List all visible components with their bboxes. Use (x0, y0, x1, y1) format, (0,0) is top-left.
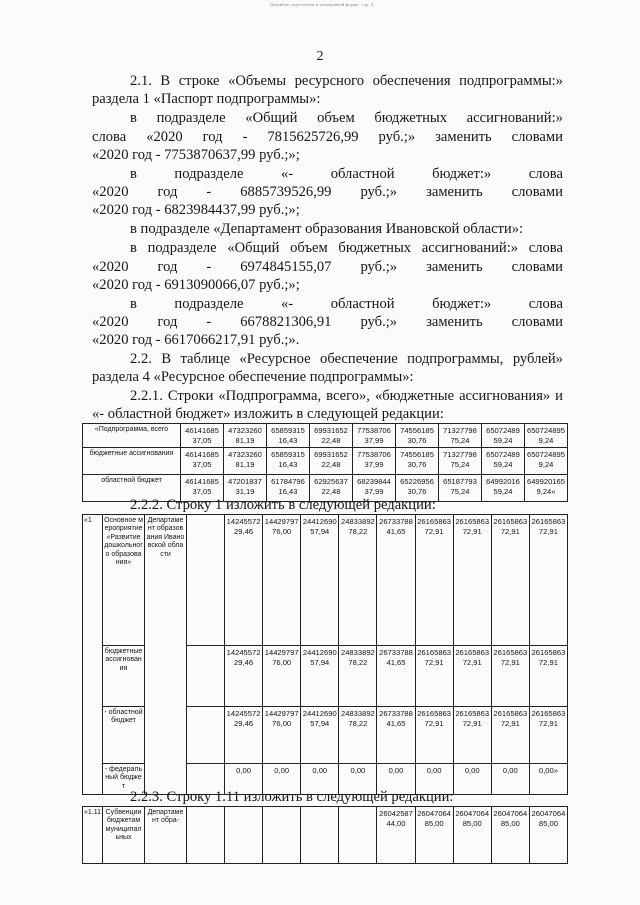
word: «2020 (92, 184, 129, 200)
word: заменить (426, 184, 483, 200)
word: бюджетных (374, 110, 448, 126)
paragraph-line (130, 295, 563, 313)
amount-cell: 24833892 78,22 (339, 515, 377, 646)
word: бюджет:» (432, 296, 492, 312)
amount-cell: 0,00 (491, 764, 529, 795)
empty-cell (187, 707, 225, 764)
amount-cell: 64992016 59,24 (482, 475, 525, 502)
amount-cell: 74556185 30,76 (396, 448, 439, 475)
row-label: бюджетные ассигнования (83, 448, 181, 475)
word: областной (330, 296, 395, 312)
word: «Ресурсное (239, 351, 311, 367)
amount-cell (225, 807, 263, 864)
table-row (83, 807, 568, 864)
paragraph-line (130, 109, 563, 127)
amount-cell: 65072489 59,24 (482, 448, 525, 475)
word: всего», (326, 388, 370, 404)
amount-cell: 14429797 76,00 (263, 707, 301, 764)
word: 7815625726,99 (267, 129, 359, 145)
amount-cell: 61784796 16,43 (267, 475, 310, 502)
amount-cell: 14245572 29,46 (225, 646, 263, 707)
word: руб.;» (360, 314, 398, 330)
word: слова (528, 240, 563, 256)
amount-cell: 650724895 9,24 (525, 424, 568, 448)
paragraph-line (130, 350, 563, 368)
paragraph-line (92, 313, 563, 331)
amount-cell: 14429797 76,00 (263, 646, 301, 707)
table-row (83, 515, 568, 646)
word: бюджетных (338, 240, 412, 256)
paragraph-line: в подразделе «Департамент образования Ивановской области»: (130, 221, 524, 237)
word: подразделе (147, 240, 217, 256)
amount-cell: 77538706 37,99 (353, 424, 396, 448)
amount-cell: 69931652 22,48 (310, 424, 353, 448)
row-label: - федеральный бюджет (103, 764, 145, 795)
word: ассигнования» (459, 388, 551, 404)
paragraph-line (92, 183, 563, 201)
word: заменить (426, 314, 483, 330)
word: в (130, 110, 137, 126)
word: в (130, 166, 137, 182)
amount-cell: 24412690 57,94 (301, 515, 339, 646)
paragraph-line: «2020 год - 6617066217,91 руб.;». (92, 332, 300, 348)
amount-cell: 26165863 72,91 (415, 515, 453, 646)
amount-cell: 14245572 29,46 (225, 707, 263, 764)
word: «2020 (92, 259, 129, 275)
word: рублей» (512, 351, 563, 367)
amount-cell: 26165863 72,91 (491, 707, 529, 764)
row-label: «Подпрограмма, всего (83, 424, 181, 448)
row-label: областной бюджет (83, 475, 181, 502)
paragraph-line (130, 72, 563, 90)
amount-cell: 0,00 (225, 764, 263, 795)
word: словами (511, 184, 563, 200)
word: - (242, 129, 248, 145)
amount-cell: 46141685 37,05 (181, 448, 224, 475)
row-label: бюджетные ассигнования (103, 646, 145, 707)
paragraph-line (130, 387, 563, 405)
word: в (130, 240, 137, 256)
word: объем (290, 240, 328, 256)
word: «бюджетные (374, 388, 455, 404)
amount-cell: 26733788 41,65 (377, 515, 415, 646)
word: подразделе (174, 296, 244, 312)
word: год (202, 129, 223, 145)
amount-cell: 26047064 85,00 (415, 807, 453, 864)
amount-cell: 47323260 81,19 (224, 448, 267, 475)
amount-cell: 65859315 16,43 (267, 424, 310, 448)
amount-cell: 65187793 75,24 (439, 475, 482, 502)
amount-cell: 69931652 22,48 (310, 448, 353, 475)
word: «Объемы (228, 73, 287, 89)
row-executor: Департамент образования Ивановской области (145, 515, 187, 795)
page-number: 2 (316, 49, 324, 64)
amount-cell: 26165863 72,91 (491, 515, 529, 646)
amount-cell: 0,00 (263, 764, 301, 795)
amount-cell: 65072489 59,24 (482, 424, 525, 448)
word: подпрограммы:» (459, 73, 563, 89)
word: ассигнований:» (466, 110, 563, 126)
word: в (130, 296, 137, 312)
paragraph-line (92, 128, 563, 146)
paragraph-line (130, 239, 563, 257)
amount-cell: 24412690 57,94 (301, 646, 339, 707)
row-label: - областной бюджет (103, 707, 145, 764)
word: заменить (426, 259, 483, 275)
amount-cell: 0,00 (339, 764, 377, 795)
amount-cell: 0,00 (377, 764, 415, 795)
word: «Подпрограмма, (218, 388, 322, 404)
amount-cell: 74556185 30,76 (396, 424, 439, 448)
amount-cell: 24833892 78,22 (339, 707, 377, 764)
paragraph-line: «2020 год - 7753870637,99 руб.;»; (92, 147, 300, 163)
amount-cell (339, 807, 377, 864)
word: «Общий (245, 110, 298, 126)
word: «2020 (146, 129, 183, 145)
row-executor: Департамент обра- (145, 807, 187, 864)
word: 6678821306,91 (240, 314, 332, 330)
word: 2.2.1. (130, 388, 163, 404)
word: руб.;» (360, 259, 398, 275)
paragraph-line: «2020 год - 6913090066,07 руб.;»; (92, 277, 300, 293)
section-heading: 2.2.2. Строку 1 изложить в следующей редакции: (130, 497, 436, 513)
amount-cell: 26165863 72,91 (491, 646, 529, 707)
empty-cell (187, 646, 225, 707)
word: ассигнований:» (421, 240, 519, 256)
word: «- (281, 296, 294, 312)
amount-cell: 26165863 72,91 (415, 646, 453, 707)
word: - (206, 314, 212, 330)
row-name: Субвенции бюджетам муниципальных (103, 807, 145, 864)
word: - (206, 184, 212, 200)
word: ресурсного (294, 73, 365, 89)
budget-table-row-1-11 (82, 806, 568, 864)
amount-cell: 62925637 22,48 (310, 475, 353, 502)
word: обеспечение (320, 351, 398, 367)
word: подразделе (156, 110, 226, 126)
amount-cell: 0,00» (529, 764, 567, 795)
amount-cell: 65859315 16,43 (267, 448, 310, 475)
word: слова (528, 296, 563, 312)
amount-cell: 65226956 30,76 (396, 475, 439, 502)
document-stamp: Документ подготовлен в электронной форме · стр. 2 (270, 2, 374, 7)
word: обеспечения (372, 73, 451, 89)
word: 2.1. (130, 73, 152, 89)
word: словами (511, 259, 563, 275)
word: год (157, 314, 178, 330)
amount-cell (301, 807, 339, 864)
amount-cell: 46141685 37,05 (181, 475, 224, 502)
word: и (555, 388, 563, 404)
word: - (206, 259, 212, 275)
word: слова (92, 129, 127, 145)
paragraph-line: раздела 1 «Паспорт подпрограммы»: (92, 91, 321, 107)
amount-cell: 26042587 44,00 (377, 807, 415, 864)
amount-cell: 26047064 85,00 (453, 807, 491, 864)
amount-cell: 0,00 (415, 764, 453, 795)
amount-cell: 24412690 57,94 (301, 707, 339, 764)
row-number: «1.11 (83, 807, 103, 864)
amount-cell: 71327798 75,24 (439, 448, 482, 475)
paragraph-line: «- областной бюджет» изложить в следующей редакции: (92, 406, 444, 422)
amount-cell: 77538706 37,99 (353, 448, 396, 475)
amount-cell: 68239844 37,99 (353, 475, 396, 502)
amount-cell: 26165863 72,91 (453, 646, 491, 707)
amount-cell: 47323260 81,19 (224, 424, 267, 448)
amount-cell: 26165863 72,91 (415, 707, 453, 764)
section-heading: 2.2.3. Строку 1.11 изложить в следующей редакции: (130, 789, 454, 805)
amount-cell: 14245572 29,46 (225, 515, 263, 646)
paragraph-line (92, 258, 563, 276)
word: таблице (180, 351, 230, 367)
word: руб.;» (360, 184, 398, 200)
amount-cell: 26733788 41,65 (377, 646, 415, 707)
budget-table-subprogram (82, 423, 568, 502)
row-name: Основное мероприятие «Развитие дошкольного образования» (103, 515, 145, 646)
word: слова (528, 166, 563, 182)
amount-cell: 26047064 85,00 (491, 807, 529, 864)
word: подразделе (174, 166, 244, 182)
amount-cell: 24833892 78,22 (339, 646, 377, 707)
paragraph-line (130, 165, 563, 183)
word: год (157, 184, 178, 200)
amount-cell: 650724895 9,24 (525, 448, 568, 475)
word: заменить (435, 129, 492, 145)
amount-cell: 26165863 72,91 (529, 707, 567, 764)
empty-cell (187, 515, 225, 646)
word: словами (511, 314, 563, 330)
word: областной (330, 166, 395, 182)
paragraph-line: «2020 год - 6823984437,99 руб.;»; (92, 202, 300, 218)
amount-cell: 46141685 37,05 (181, 424, 224, 448)
amount-cell: 14429797 76,00 (263, 515, 301, 646)
word: подпрограммы, (407, 351, 504, 367)
word: год (157, 259, 178, 275)
word: «- (281, 166, 294, 182)
word: 6885739526,99 (240, 184, 332, 200)
paragraph-line: раздела 4 «Ресурсное обеспечение подпрограммы»: (92, 369, 414, 385)
amount-cell: 26165863 72,91 (453, 707, 491, 764)
word: В (160, 73, 171, 89)
word: «2020 (92, 314, 129, 330)
word: руб.;» (378, 129, 416, 145)
amount-cell (263, 807, 301, 864)
table-row (83, 424, 568, 448)
amount-cell: 649920165 9,24» (525, 475, 568, 502)
word: В (161, 351, 172, 367)
amount-cell: 26047064 85,00 (529, 807, 567, 864)
word: Строки (167, 388, 214, 404)
word: строке (178, 73, 220, 89)
word: 6974845155,07 (240, 259, 332, 275)
word: «Общий (227, 240, 280, 256)
amount-cell: 47201837 31,19 (224, 475, 267, 502)
amount-cell: 26165863 72,91 (453, 515, 491, 646)
amount-cell: 0,00 (301, 764, 339, 795)
word: словами (511, 129, 563, 145)
amount-cell: 71327798 75,24 (439, 424, 482, 448)
word: объем (317, 110, 355, 126)
empty-cell (187, 807, 225, 864)
row-number: «1 (83, 515, 103, 795)
budget-table-row-1 (82, 514, 568, 795)
amount-cell: 0,00 (453, 764, 491, 795)
amount-cell: 26165863 72,91 (529, 646, 567, 707)
amount-cell: 26733788 41,65 (377, 707, 415, 764)
table-row (83, 448, 568, 475)
word: 2.2. (130, 351, 152, 367)
word: бюджет:» (432, 166, 492, 182)
amount-cell: 26165863 72,91 (529, 515, 567, 646)
